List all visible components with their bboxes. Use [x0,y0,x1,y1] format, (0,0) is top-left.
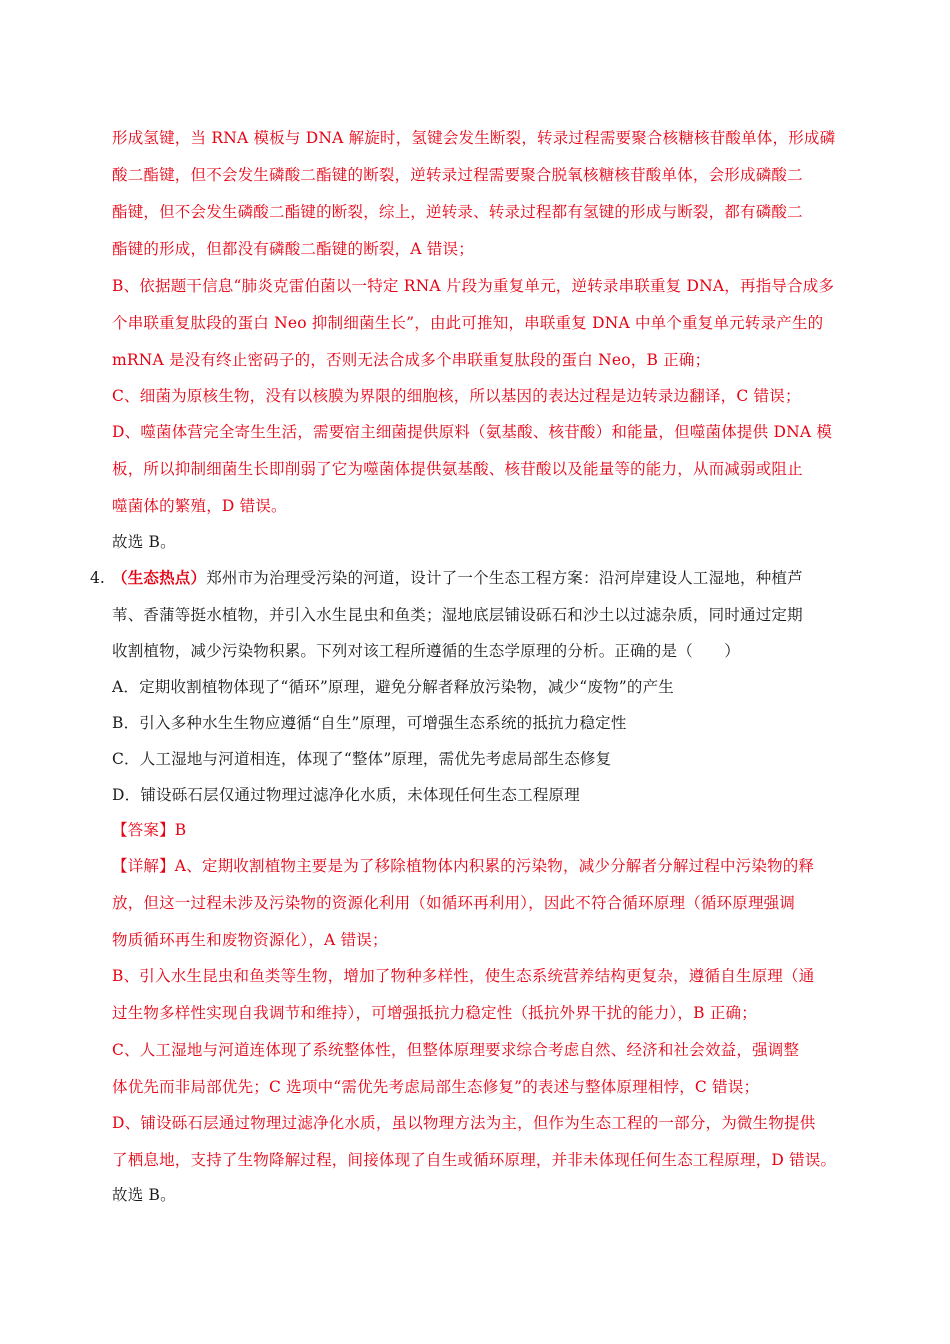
explanation-line: 酯键的形成，但都没有磷酸二酯键的断裂，A 错误； [112,240,474,258]
explanation-line: 体优先而非局部优先；C 选项中“需优先考虑局部生态修复”的表述与整体原理相悖，C 错误； [112,1078,760,1096]
option-a: A．定期收割植物体现了“循环”原理，避免分解者释放污染物，减少“废物”的产生 [112,678,674,696]
explanation-line: 【详解】A、定期收割植物主要是为了移除植物体内积累的污染物，减少分解者分解过程中污染物的释 [112,857,815,875]
explanation-line: B、引入水生昆虫和鱼类等生物，增加了物种多样性，使生态系统营养结构更复杂，遵循自生原理（通 [112,967,815,985]
explanation-line: C、细菌为原核生物，没有以核膜为界限的细胞核，所以基因的表达过程是边转录边翻译，C 错误； [112,387,801,405]
explanation-line: 酸二酯键，但不会发生磷酸二酯键的断裂，逆转录过程需要聚合脱氧核糖核苷酸单体，会形成磷酸二 [112,166,803,184]
question-number: 4. [90,569,105,587]
explanation-line: 噬菌体的繁殖，D 错误。 [112,497,287,515]
option-c: C．人工湿地与河道相连，体现了“整体”原理，需优先考虑局部生态修复 [112,750,612,768]
answer: 【答案】B [112,821,187,839]
explanation-line: 物质循环再生和废物资源化），A 错误； [112,931,388,949]
explanation-line: 了栖息地，支持了生物降解过程，间接体现了自生或循环原理，并非未体现任何生态工程原理，D 错误。 [112,1151,837,1169]
topic-tag: （生态热点） [112,568,207,587]
explanation-line: 过生物多样性实现自我调节和维持），可增强抵抗力稳定性（抵抗外界干扰的能力），B 正确； [112,1004,757,1022]
explanation-line: 放，但这一过程未涉及污染物的资源化利用（如循环再利用），因此不符合循环原理（循环原理强调 [112,894,796,912]
question-stem: 郑州市为治理受污染的河道，设计了一个生态工程方案：沿河岸建设人工湿地，种植芦 [206,569,803,587]
explanation-line: 形成氢键，当 RNA 模板与 DNA 解旋时，氢键会发生断裂，转录过程需要聚合核糖核苷酸单体，形成磷 [112,129,836,147]
explanation-line: C、人工湿地与河道连体现了系统整体性，但整体原理要求综合考虑自然、经济和社会效益，强调整 [112,1041,800,1059]
explanation-line: 个串联重复肽段的蛋白 Neo 抑制细菌生长”，由此可推知，串联重复 DNA 中单个重复单元转录产生的 [112,314,824,332]
question-stem-first-line [112,568,803,588]
explanation-line: mRNA 是没有终止密码子的，否则无法合成多个串联重复肽段的蛋白 Neo，B 正确； [112,351,711,369]
option-d: D．铺设砾石层仅通过物理过滤净化水质，未体现任何生态工程原理 [112,786,580,804]
explanation-line: 酯键，但不会发生磷酸二酯键的断裂，综上，逆转录、转录过程都有氢键的形成与断裂，都有磷酸二 [112,203,803,221]
explanation-line: 板，所以抑制细菌生长即削弱了它为噬菌体提供氨基酸、核苷酸以及能量等的能力，从而减弱或阻止 [112,460,803,478]
option-b: B．引入多种水生生物应遵循“自生”原理，可增强生态系统的抵抗力稳定性 [112,714,627,732]
explanation-line: D、铺设砾石层通过物理过滤净化水质，虽以物理方法为主，但作为生态工程的一部分，为微生物提供 [112,1114,816,1132]
question-stem: 苇、香蒲等挺水植物，并引入水生昆虫和鱼类；湿地底层铺设砾石和沙土以过滤杂质，同时通过定期 [112,606,803,624]
explanation-line: D、噬菌体营完全寄生生活，需要宿主细菌提供原料（氨基酸、核苷酸）和能量，但噬菌体提供 DNA 模 [112,423,833,441]
conclusion: 故选 B。 [112,533,176,551]
explanation-line: B、依据题干信息“肺炎克雷伯菌以一特定 RNA 片段为重复单元，逆转录串联重复 DNA，再指导合成多 [112,277,835,295]
conclusion: 故选 B。 [112,1186,176,1204]
question-stem: 收割植物，减少污染物积累。下列对该工程所遵循的生态学原理的分析。正确的是（ ） [112,642,741,660]
